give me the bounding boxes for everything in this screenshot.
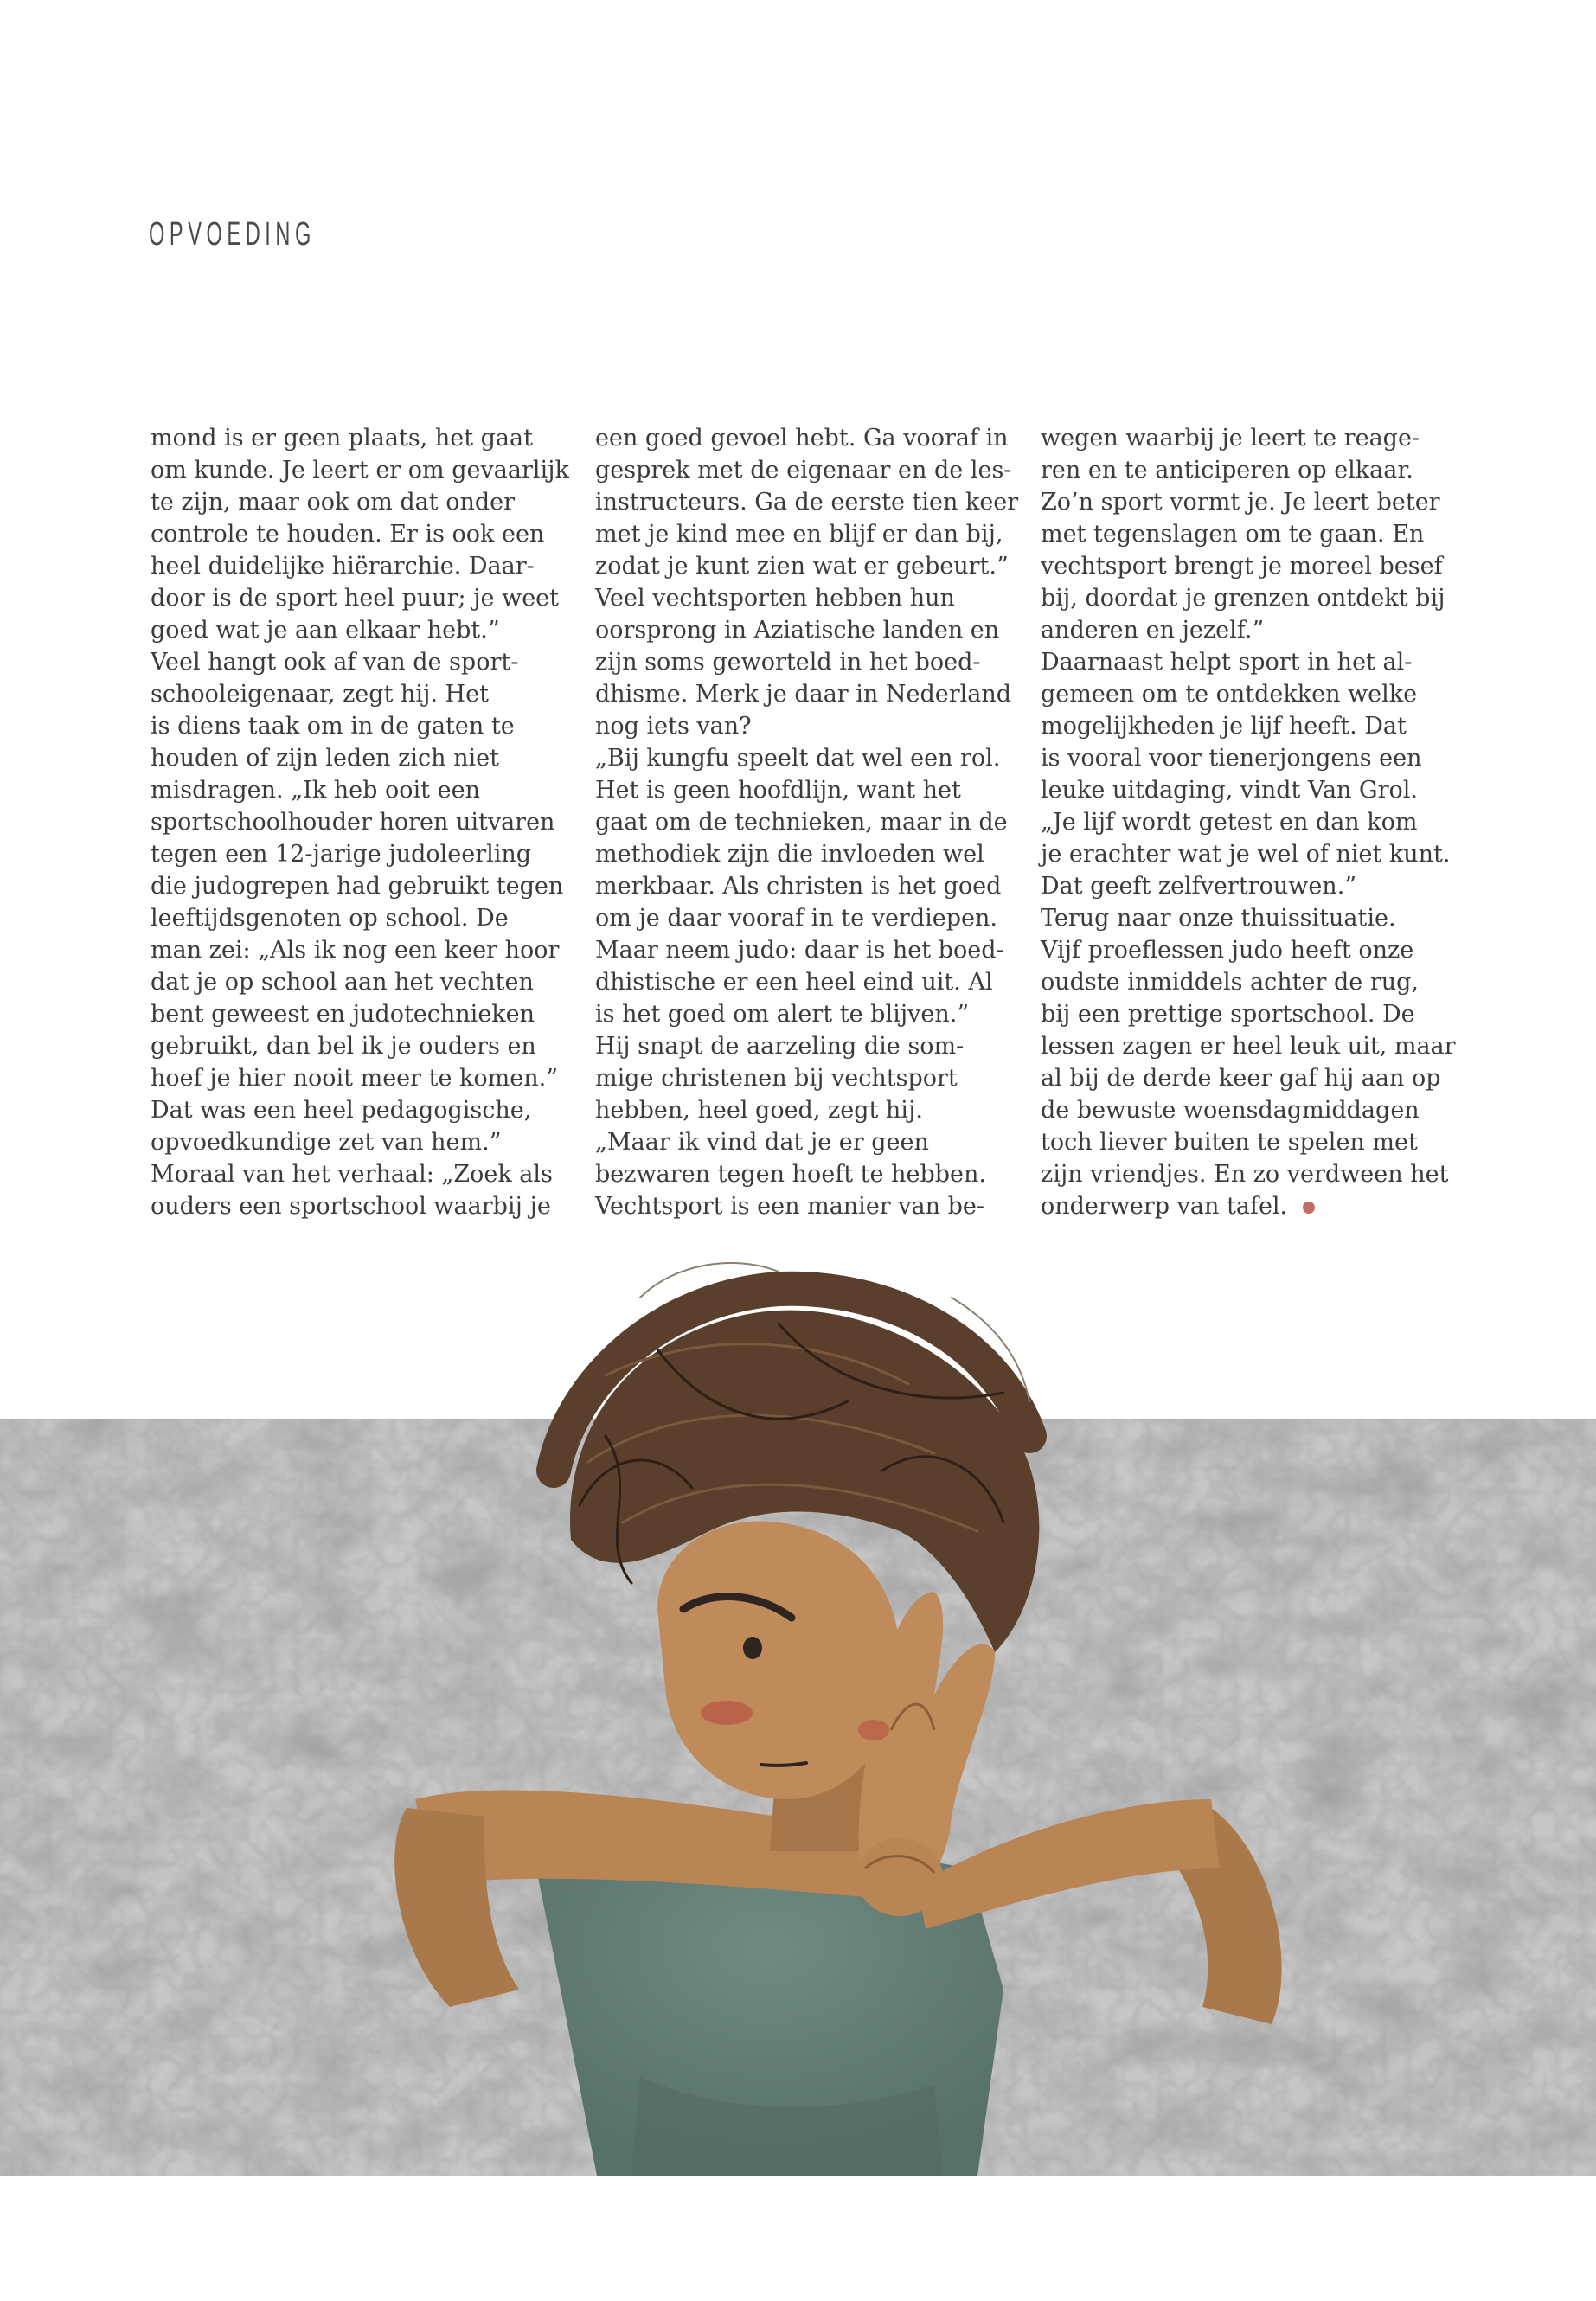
text-line: goed wat je aan elkaar hebt.” xyxy=(151,617,500,644)
text-line: nog iets van? xyxy=(595,713,752,740)
text-line: lessen zagen er heel leuk uit, maar xyxy=(1041,1033,1456,1060)
text-line: Vechtsport is een manier van be- xyxy=(595,1193,984,1220)
text-line: instructeurs. Ga de eerste tien keer xyxy=(595,489,1019,516)
text-line: met tegenslagen om te gaan. En xyxy=(1041,521,1425,548)
text-line: bij een prettige sportschool. De xyxy=(1041,1001,1415,1028)
text-line: Dat was een heel pedagogische, xyxy=(151,1097,532,1124)
text-line: oudste inmiddels achter de rug, xyxy=(1041,969,1420,996)
text-line: mige christenen bij vechtsport xyxy=(595,1065,958,1092)
text-line: sportschoolhouder horen uitvaren xyxy=(151,809,555,836)
text-line: gesprek met de eigenaar en de les- xyxy=(595,457,1012,484)
text-line: methodiek zijn die invloeden wel xyxy=(595,841,984,868)
text-line: Maar neem judo: daar is het boed- xyxy=(595,937,1004,964)
boy-defensive-pose-illustration xyxy=(0,1246,1596,2176)
text-line: je erachter wat je wel of niet kunt. xyxy=(1041,841,1451,868)
text-line: leeftijdsgenoten op school. De xyxy=(151,905,509,932)
text-line: hoef je hier nooit meer te komen.” xyxy=(151,1065,559,1092)
text-line: oorsprong in Aziatische landen en xyxy=(595,617,1000,644)
text-line: Daarnaast helpt sport in het al- xyxy=(1041,649,1413,676)
article-column-3 xyxy=(1041,422,1456,1222)
text-line: onderwerp van tafel. xyxy=(1041,1193,1288,1220)
text-line: houden of zijn leden zich niet xyxy=(151,745,499,772)
text-line: hebben, heel goed, zegt hij. xyxy=(595,1097,923,1124)
text-line: mond is er geen plaats, het gaat xyxy=(151,425,533,452)
text-line: tegen een 12-jarige judoleerling xyxy=(151,841,532,868)
text-line: met je kind mee en blijf er dan bij, xyxy=(595,521,1003,548)
text-line: „Maar ik vind dat je er geen xyxy=(595,1129,929,1156)
text-line: is het goed om alert te blijven.” xyxy=(595,1001,970,1028)
text-line: heel duidelijke hiërarchie. Daar- xyxy=(151,553,535,580)
text-line: Veel hangt ook af van de sport- xyxy=(151,649,519,676)
text-line: de bewuste woensdagmiddagen xyxy=(1041,1097,1420,1124)
text-line: Terug naar onze thuissituatie. xyxy=(1041,905,1396,932)
text-line: bezwaren tegen hoeft te hebben. xyxy=(595,1161,986,1188)
text-line: door is de sport heel puur; je weet xyxy=(151,585,559,612)
text-line: controle te houden. Er is ook een xyxy=(151,521,545,548)
text-line: anderen en jezelf.” xyxy=(1041,617,1265,644)
text-line: toch liever buiten te spelen met xyxy=(1041,1129,1418,1156)
text-line: al bij de derde keer gaf hij aan op xyxy=(1041,1065,1441,1092)
text-line: gebruikt, dan bel ik je ouders en xyxy=(151,1033,536,1060)
text-line: Dat geeft zelfvertrouwen.” xyxy=(1041,873,1357,900)
text-line: bent geweest en judotechnieken xyxy=(151,1001,535,1028)
text-line: schooleigenaar, zegt hij. Het xyxy=(151,681,489,708)
text-line: dat je op school aan het vechten xyxy=(151,969,534,996)
text-line: merkbaar. Als christen is het goed xyxy=(595,873,1002,900)
end-of-article-dot-icon xyxy=(1303,1202,1315,1214)
text-line: Veel vechtsporten hebben hun xyxy=(595,585,955,612)
text-line: Vijf proeflessen judo heeft onze xyxy=(1041,937,1414,964)
text-line: vechtsport brengt je moreel besef xyxy=(1041,553,1443,580)
text-line: opvoedkundige zet van hem.” xyxy=(151,1129,502,1156)
text-line: „Bij kungfu speelt dat wel een rol. xyxy=(595,745,1001,772)
text-line: om kunde. Je leert er om gevaarlijk xyxy=(151,457,569,484)
text-line: gemeen om te ontdekken welke xyxy=(1041,681,1418,708)
text-line: zijn vriendjes. En zo verdween het xyxy=(1041,1161,1449,1188)
text-line: leuke uitdaging, vindt Van Grol. xyxy=(1041,777,1418,804)
text-line: gaat om de technieken, maar in de xyxy=(595,809,1008,836)
text-line: misdragen. „Ik heb ooit een xyxy=(151,777,480,804)
text-line: zodat je kunt zien wat er gebeurt.” xyxy=(595,553,1009,580)
text-line: Moraal van het verhaal: „Zoek als xyxy=(151,1161,553,1188)
text-line: „Je lijf wordt getest en dan kom xyxy=(1041,809,1418,836)
text-line: is diens taak om in de gaten te xyxy=(151,713,515,740)
final-line xyxy=(1041,1190,1456,1222)
text-line: ouders een sportschool waarbij je xyxy=(151,1193,551,1220)
text-line: Het is geen hoofdlijn, want het xyxy=(595,777,961,804)
text-line: die judogrepen had gebruikt tegen xyxy=(151,873,564,900)
text-line: een goed gevoel hebt. Ga vooraf in xyxy=(595,425,1009,452)
text-line: Zo’n sport vormt je. Je leert beter xyxy=(1041,489,1440,516)
article-column-1 xyxy=(151,422,569,1222)
text-line: is vooral voor tienerjongens een xyxy=(1041,745,1422,772)
text-line: om je daar vooraf in te verdiepen. xyxy=(595,905,997,932)
text-line: dhistische er een heel eind uit. Al xyxy=(595,969,993,996)
text-line: bij, doordat je grenzen ontdekt bij xyxy=(1041,585,1445,612)
text-line: te zijn, maar ook om dat onder xyxy=(151,489,516,516)
article-column-2 xyxy=(595,422,1019,1222)
text-line: wegen waarbij je leert te reage- xyxy=(1041,425,1420,452)
text-line: zijn soms geworteld in het boed- xyxy=(595,649,981,676)
text-line: man zei: „Als ik nog een keer hoor xyxy=(151,937,560,964)
text-line: Hij snapt de aarzeling die som- xyxy=(595,1033,965,1060)
section-label: OPVOEDING xyxy=(149,216,316,253)
text-line: dhisme. Merk je daar in Nederland xyxy=(595,681,1012,708)
text-line: ren en te anticiperen op elkaar. xyxy=(1041,457,1413,484)
text-line: mogelijkheden je lijf heeft. Dat xyxy=(1041,713,1407,740)
